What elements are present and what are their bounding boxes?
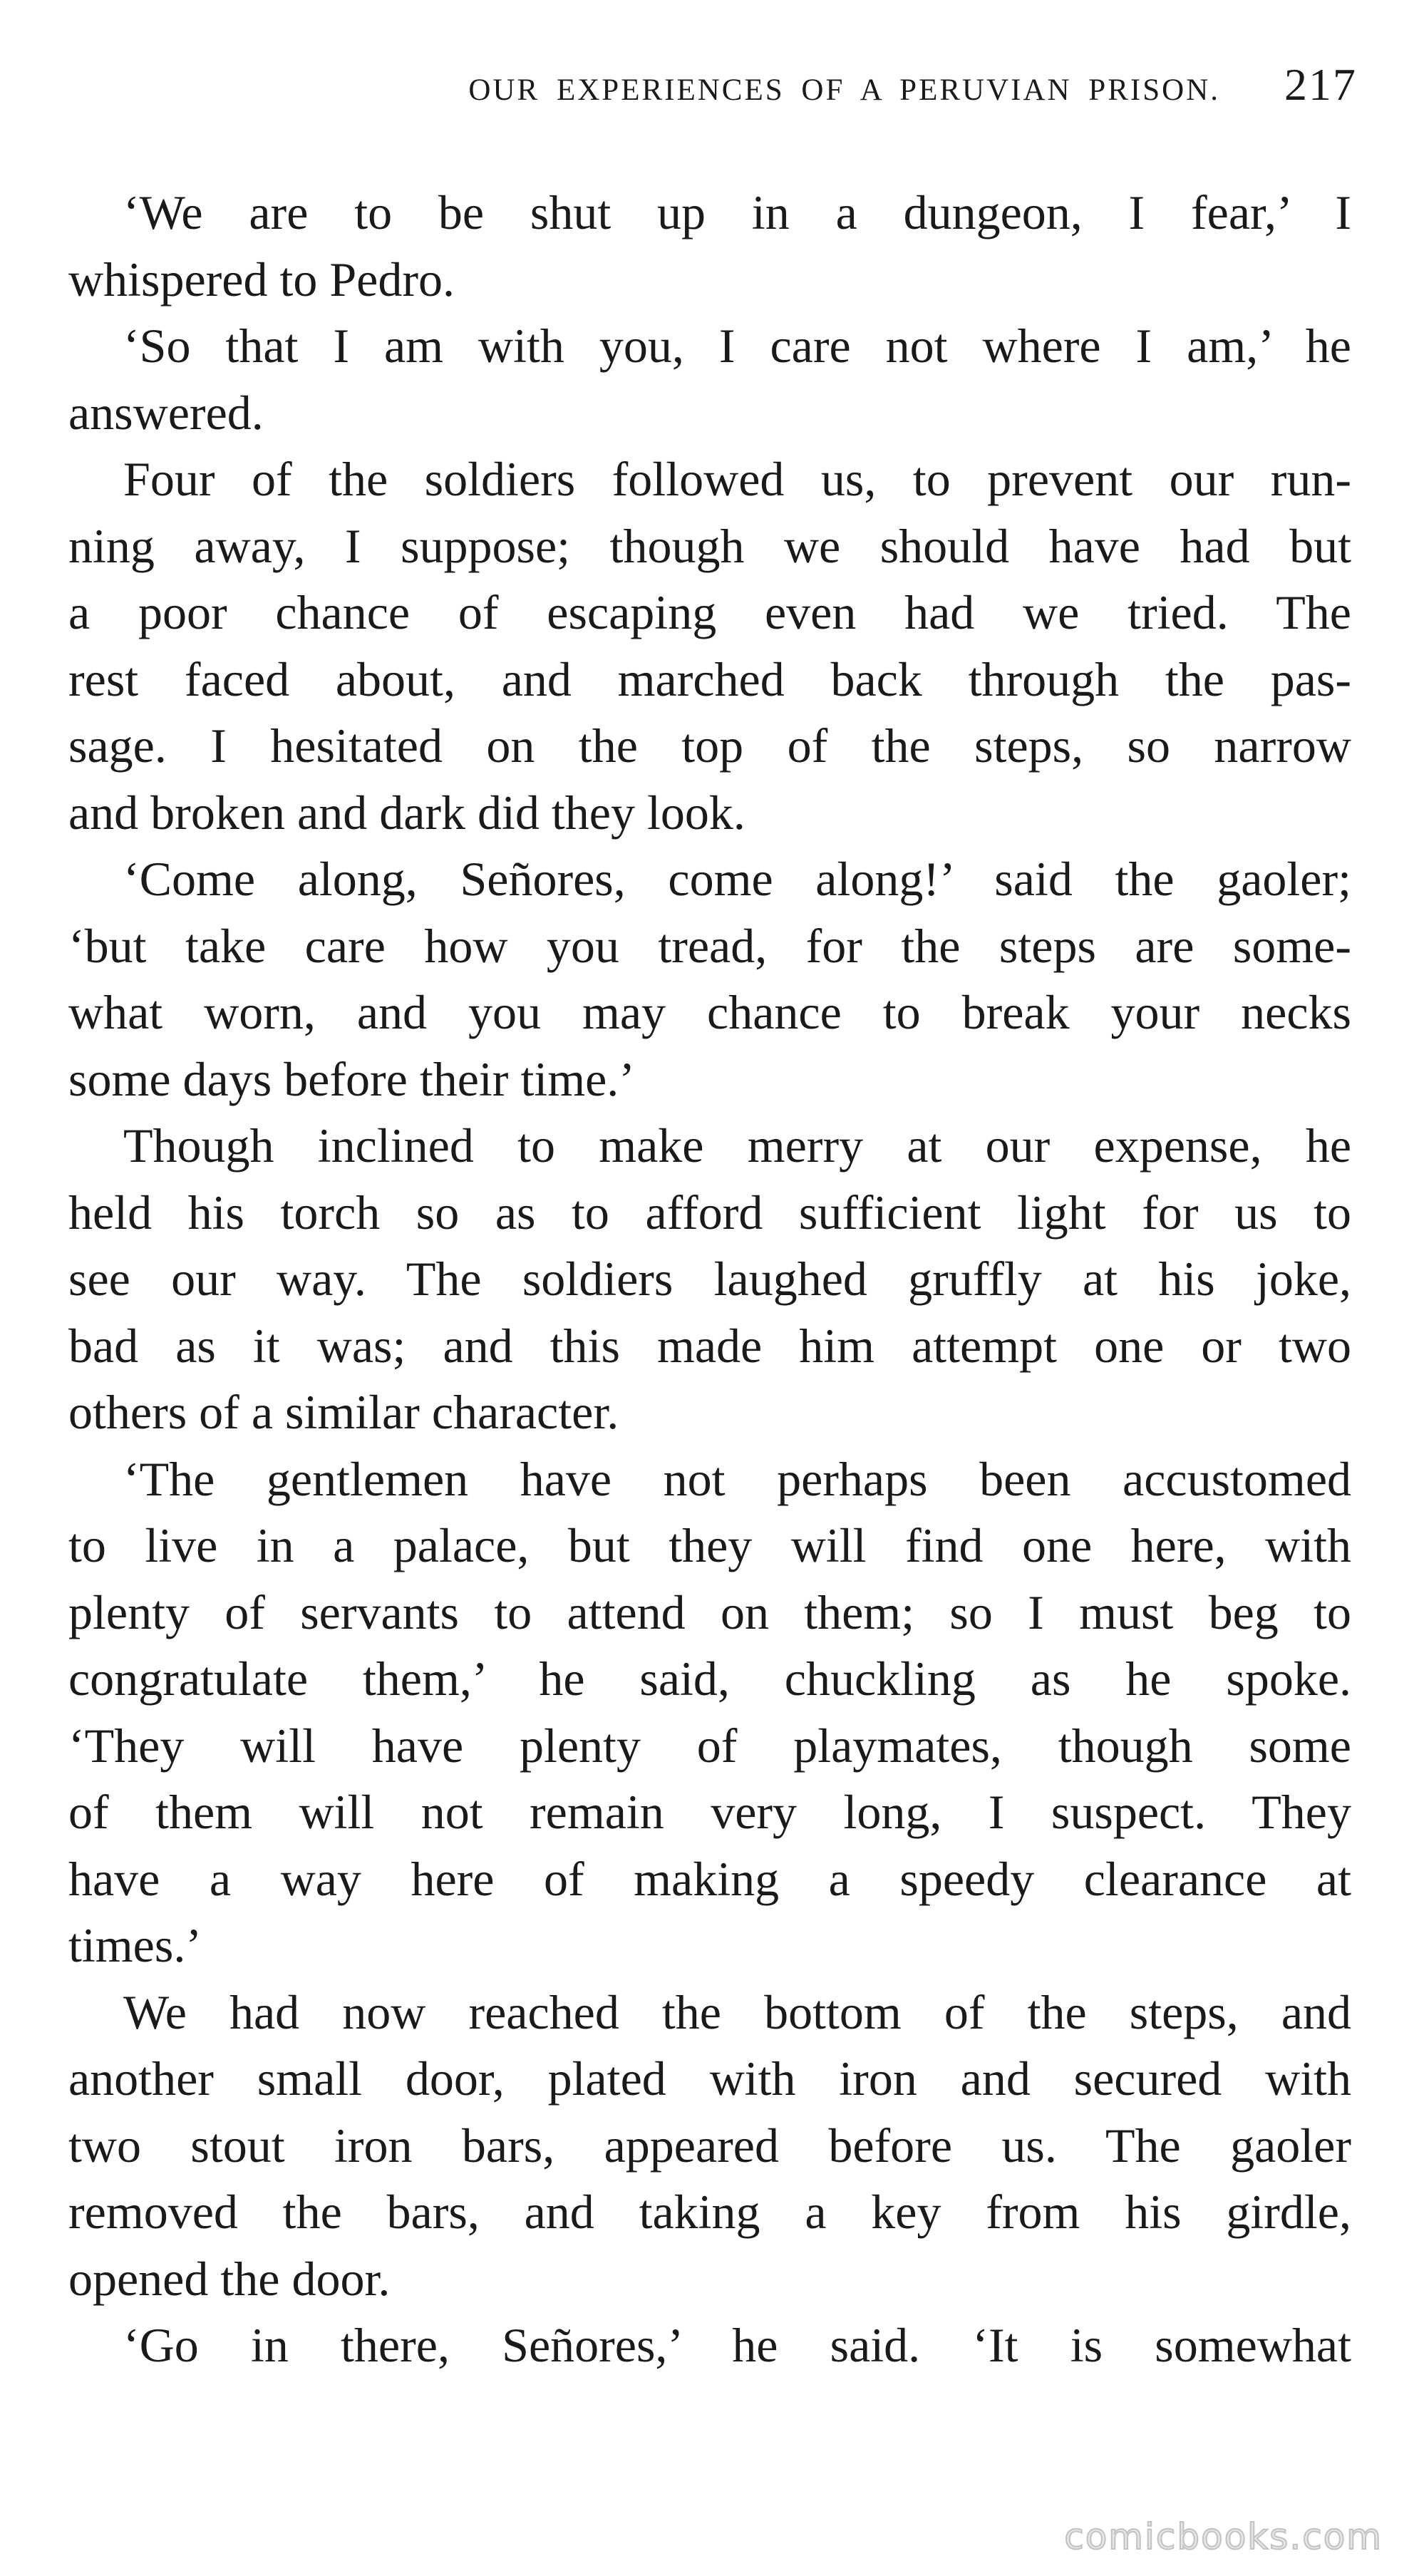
text-line: another small door, plated with iron and secured with [68, 2051, 1351, 2106]
text-line: ‘So that I am with you, I care not where I am,’ he [123, 319, 1351, 373]
text-line: Four of the soldiers followed us, to prevent our run- [123, 452, 1351, 506]
watermark-logo: comicbooks.com [1064, 2516, 1383, 2557]
text-line: ‘The gentlemen have not perhaps been accustomed [123, 1451, 1351, 1506]
text-line: and broken and dark did they look. [68, 785, 745, 840]
text-line: of them will not remain very long, I suspect. They [68, 1785, 1351, 1839]
text-line: Though inclined to make merry at our expense, he [123, 1118, 1351, 1173]
text-line: times.’ [68, 1918, 202, 1972]
text-line: some days before their time.’ [68, 1051, 635, 1106]
text-line: have a way here of making a speedy clearance at [68, 1851, 1351, 1906]
text-line: held his torch so as to afford sufficient light for us to [68, 1185, 1351, 1240]
text-line: ning away, I suppose; though we should have had but [68, 518, 1351, 573]
text-line: ‘but take care how you tread, for the steps are some- [68, 918, 1351, 973]
text-line: sage. I hesitated on the top of the steps, so narrow [68, 718, 1351, 773]
text-line: removed the bars, and taking a key from his girdle, [68, 2185, 1351, 2239]
text-line: ‘Come along, Señores, come along!’ said the gaoler; [123, 852, 1351, 906]
text-line: opened the door. [68, 2251, 391, 2306]
body-text [68, 180, 1351, 2379]
text-line: rest faced about, and marched back through the pas- [68, 651, 1351, 706]
text-line: ‘Go in there, Señores,’ he said. ‘It is somewhat [123, 2318, 1351, 2372]
text-line: two stout iron bars, appeared before us. The gaoler [68, 2118, 1351, 2173]
page-number: 217 [1284, 59, 1357, 110]
text-line: answered. [68, 385, 264, 440]
text-line: whispered to Pedro. [68, 252, 455, 306]
text-line: to live in a palace, but they will find one here, with [68, 1518, 1351, 1572]
text-line: congratulate them,’ he said, chuckling as he spoke. [68, 1652, 1351, 1706]
text-line: ‘They will have plenty of playmates, though some [68, 1718, 1351, 1773]
text-line: what worn, and you may chance to break your necks [68, 985, 1351, 1039]
text-line: bad as it was; and this made him attempt one or two [68, 1318, 1351, 1373]
text-line: a poor chance of escaping even had we tried. The [68, 585, 1351, 639]
running-title: OUR EXPERIENCES OF A PERUVIAN PRISON. [468, 73, 1220, 107]
running-header [71, 58, 1357, 123]
text-line: plenty of servants to attend on them; so I must beg to [68, 1585, 1351, 1639]
text-line: ‘We are to be shut up in a dungeon, I fear,’ I [123, 185, 1351, 239]
text-line: others of a similar character. [68, 1385, 619, 1439]
text-line: see our way. The soldiers laughed gruffly at his joke, [68, 1252, 1351, 1306]
text-line: We had now reached the bottom of the steps, and [123, 1984, 1351, 2039]
